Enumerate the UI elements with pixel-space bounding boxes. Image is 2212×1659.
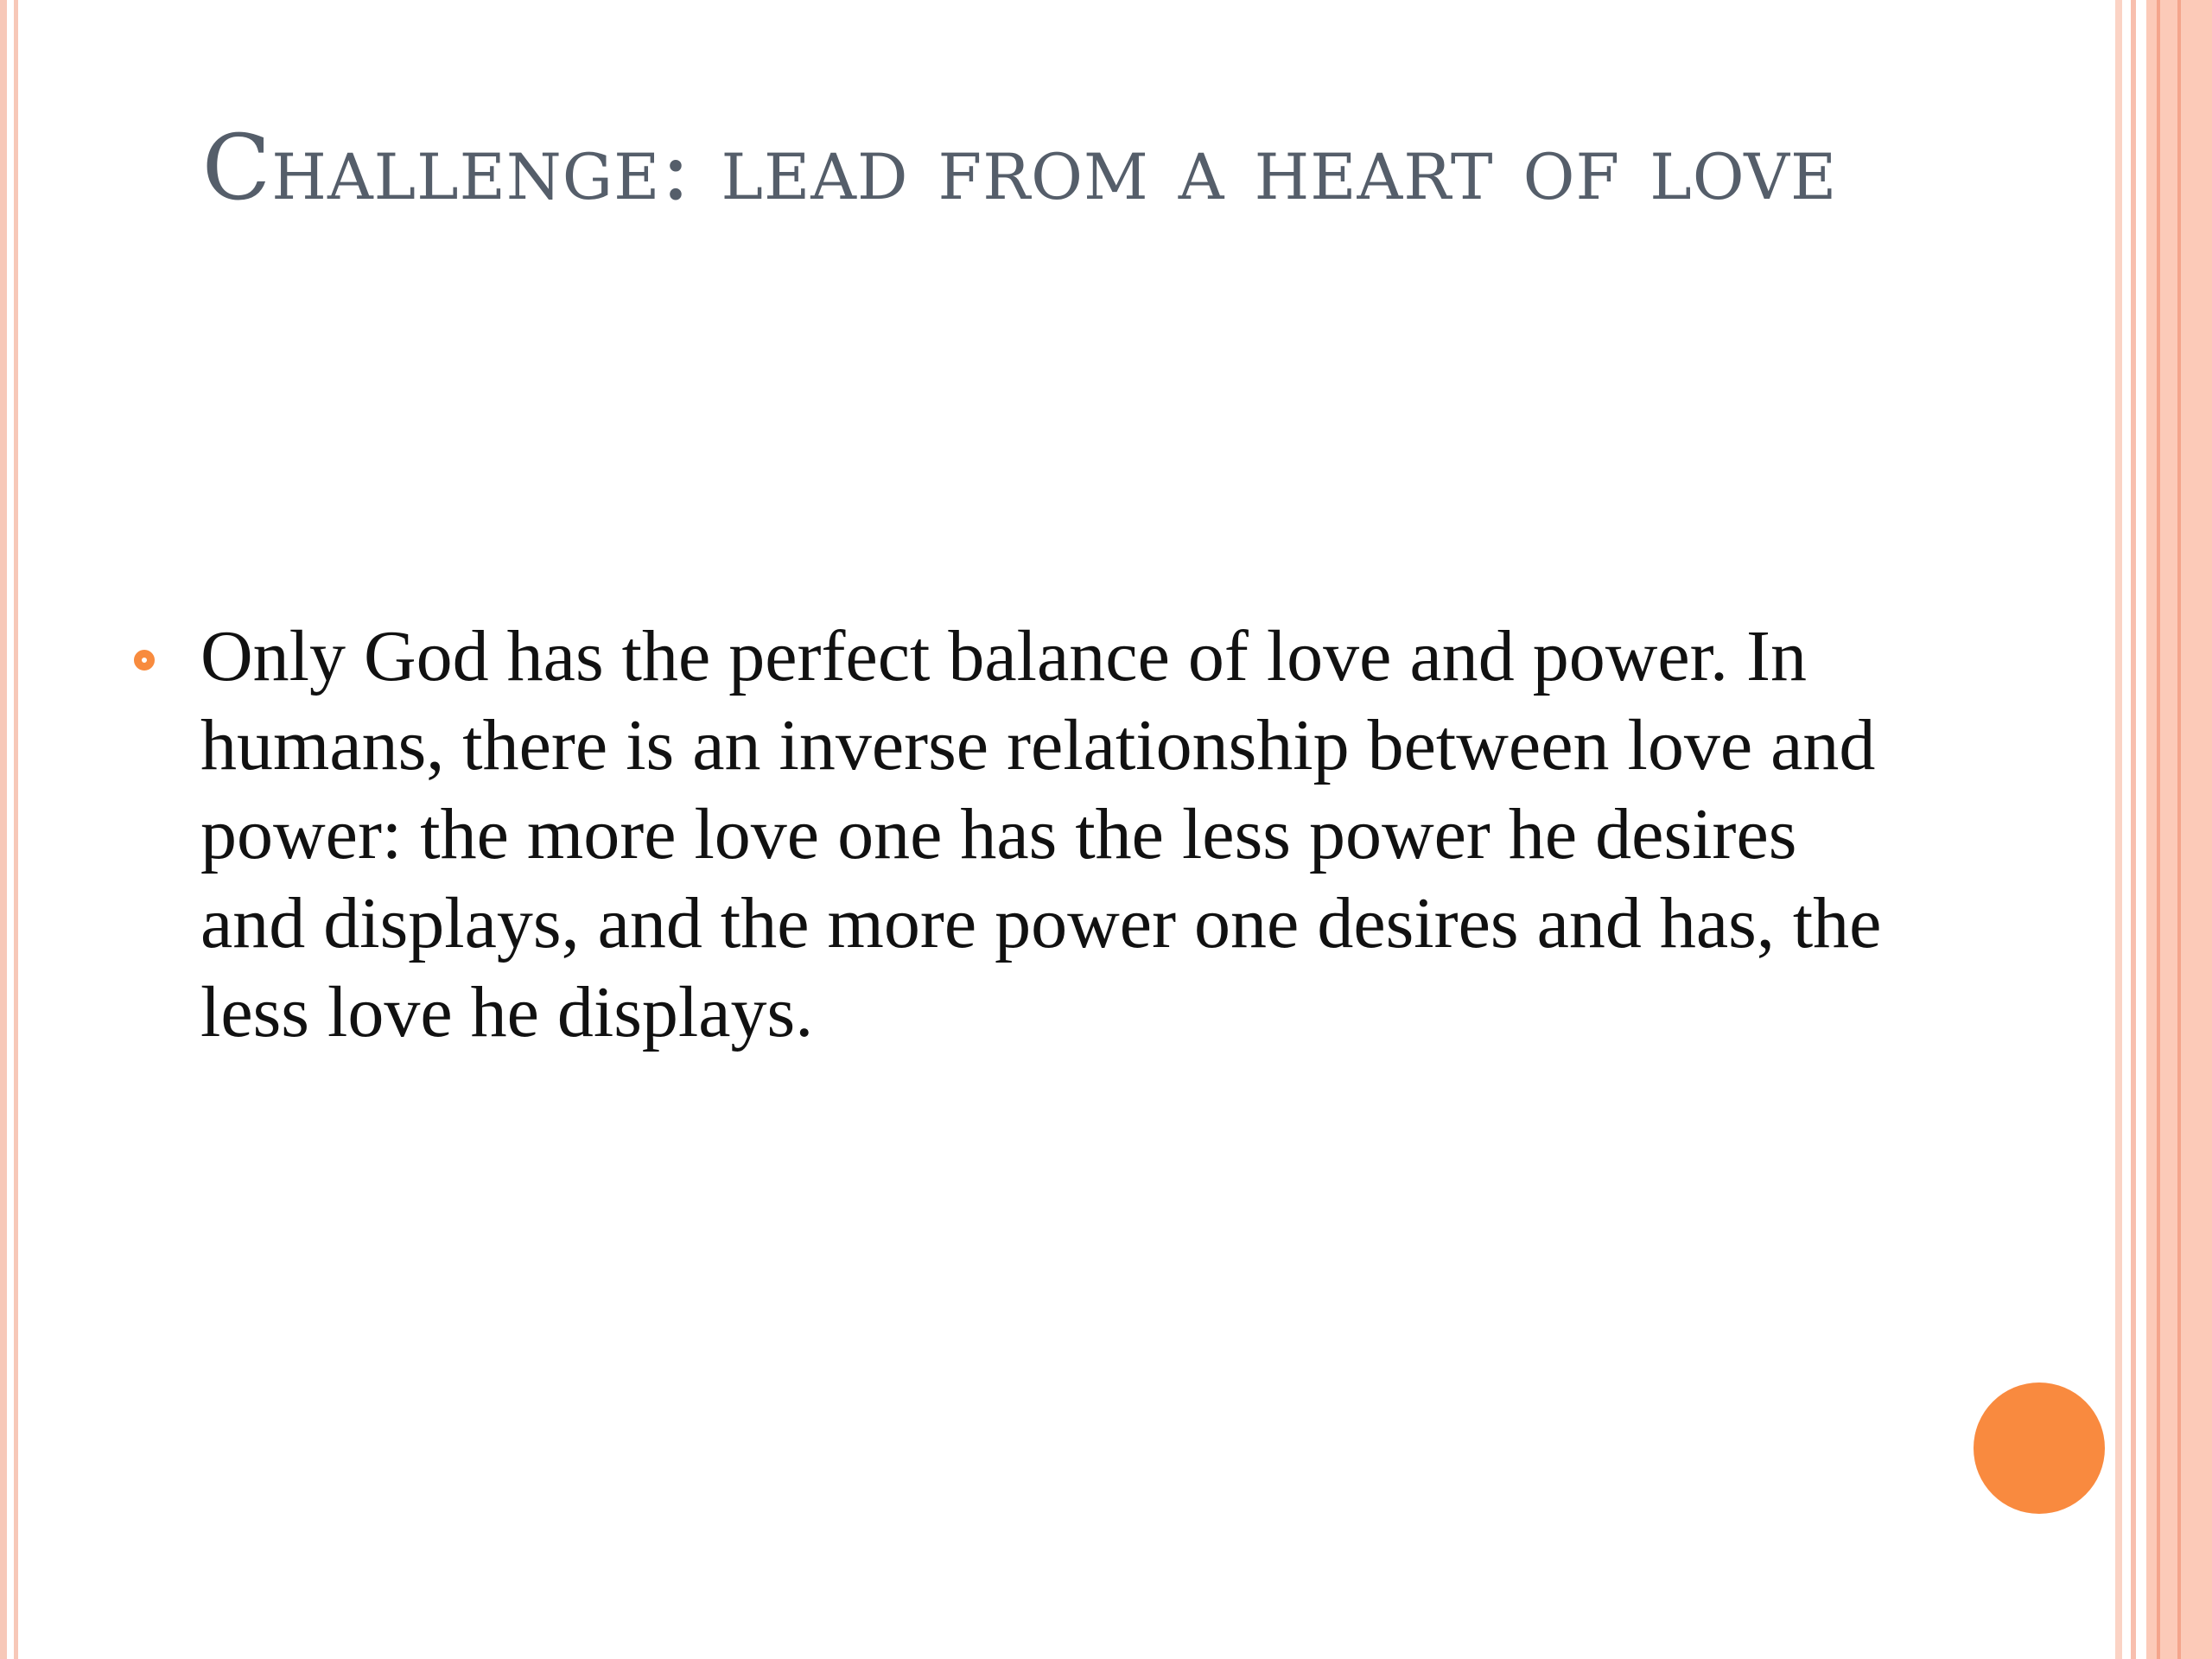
right-stripe-line (2157, 0, 2160, 1659)
bullet-text: Only God has the perfect balance of love and power. In humans, there is an inverse relationship between love and power: the more love one has the less power he desires and displays, and the more power one desires and has, the less love he displays. (200, 616, 1882, 1052)
orange-circle-decoration (1974, 1382, 2105, 1514)
right-stripe (2131, 0, 2136, 1659)
right-stripe-line (2177, 0, 2181, 1659)
left-border-line-inner (14, 0, 18, 1659)
right-stripe (2115, 0, 2122, 1659)
slide-title: Challenge: lead from a heart of love (201, 115, 1838, 220)
bullet-ring-icon (134, 650, 155, 671)
left-border-line (0, 0, 7, 1659)
